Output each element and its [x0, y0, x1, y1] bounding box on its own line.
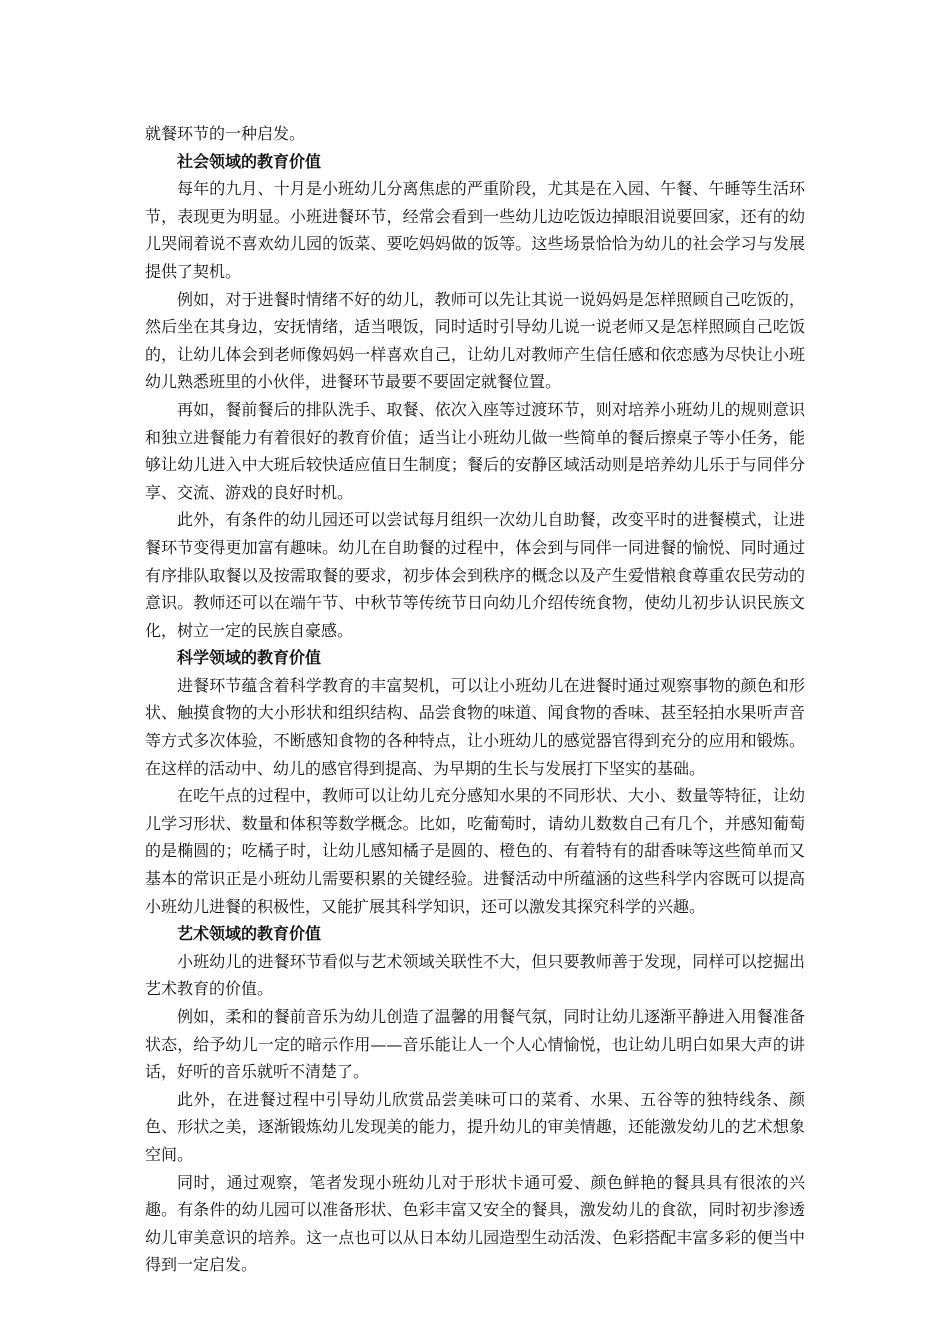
document-page	[145, 120, 805, 1279]
paragraph: 例如，柔和的餐前音乐为幼儿创造了温馨的用餐气氛，同时让幼儿逐渐平静进入用餐准备状态，给予幼儿一定的暗示作用——音乐能让人一个人心情愉悦，也让幼儿明白如果大声的讲话，好听的音乐就听不清楚了。	[145, 1007, 805, 1082]
paragraph: 小班幼儿的进餐环节看似与艺术领域关联性不大，但只要教师善于发现，同样可以挖掘出艺术教育的价值。	[145, 951, 805, 999]
paragraph: 进餐环节蕴含着科学教育的丰富契机，可以让小班幼儿在进餐时通过观察事物的颜色和形状、触摸食物的大小形状和组织结构、品尝食物的味道、闻食物的香味、甚至轻拍水果听声音等方式多次体验，不断感知食物的各种特点，让小班幼儿的感觉器官得到充分的应用和锻炼。在这样的活动中、幼儿的感官得到提高、为早期的生长与发展打下坚实的基础。	[145, 675, 805, 778]
paragraph: 同时，通过观察，笔者发现小班幼儿对于形状卡通可爱、颜色鲜艳的餐具具有很浓的兴趣。有条件的幼儿园可以准备形状、色彩丰富又安全的餐具，激发幼儿的食欲，同时初步渗透幼儿审美意识的培养。这一点也可以从日本幼儿园造型生动活泼、色彩搭配丰富多彩的便当中得到一定启发。	[145, 1172, 805, 1275]
paragraph: 再如，餐前餐后的排队洗手、取餐、依次入座等过渡环节，则对培养小班幼儿的规则意识和独立进餐能力有着很好的教育价值；适当让小班幼儿做一些简单的餐后擦桌子等小任务，能够让幼儿进入中大班后较快适应值日生制度；餐后的安静区域活动则是培养幼儿乐于与同伴分享、交流、游戏的良好时机。	[145, 399, 805, 502]
section-heading-social: 社会领域的教育价值	[177, 151, 322, 171]
section-heading-science: 科学领域的教育价值	[177, 648, 322, 668]
paragraph: 例如，对于进餐时情绪不好的幼儿，教师可以先让其说一说妈妈是怎样照顾自己吃饭的，然后坐在其身边，安抚情绪，适当喂饭，同时适时引导幼儿说一说老师又是怎样照顾自己吃饭的，让幼儿体会到老师像妈妈一样喜欢自己，让幼儿对教师产生信任感和依恋感为尽快让小班幼儿熟悉班里的小伙伴，进餐环节最要不要固定就餐位置。	[145, 289, 805, 392]
paragraph: 此外，有条件的幼儿园还可以尝试每月组织一次幼儿自助餐，改变平时的进餐模式，让进餐环节变得更加富有趣味。幼儿在自助餐的过程中，体会到与同伴一同进餐的愉悦、同时通过有序排队取餐以及按需取餐的要求，初步体会到秩序的概念以及产生爱惜粮食尊重农民劳动的意识。教师还可以在端午节、中秋节等传统节日向幼儿介绍传统食物，使幼儿初步认识民族文化，树立一定的民族自豪感。	[145, 510, 805, 640]
section-social	[145, 148, 805, 645]
paragraph: 在吃午点的过程中，教师可以让幼儿充分感知水果的不同形状、大小、数量等特征，让幼儿学习形状、数量和体积等数学概念。比如，吃葡萄时，请幼儿数数自己有几个，并感知葡萄的是椭圆的；吃橘子时，让幼儿感知橘子是圆的、橙色的、有着特有的甜香味等这些简单而又基本的常识正是小班幼儿需要积累的关键经验。进餐活动中所蕴涵的这些科学内容既可以提高小班幼儿进餐的积极性，又能扩展其科学知识，还可以激发其探究科学的兴趣。	[145, 786, 805, 916]
lead-paragraph: 就餐环节的一种启发。	[145, 124, 306, 143]
paragraph: 每年的九月、十月是小班幼儿分离焦虑的严重阶段，尤其是在入园、午餐、午睡等生活环节，表现更为明显。小班进餐环节，经常会看到一些幼儿边吃饭边掉眼泪说要回家，还有的幼儿哭闹着说不喜欢幼儿园的饭菜、要吃妈妈做的饭等。这些场景恰恰为幼儿的社会学习与发展提供了契机。	[145, 179, 805, 281]
section-heading-art: 艺术领域的教育价值	[177, 924, 322, 944]
paragraph: 此外，在进餐过程中引导幼儿欣赏品尝美味可口的菜肴、水果、五谷等的独特线条、颜色、形状之美，逐渐锻炼幼儿发现美的能力，提升幼儿的审美情趣，还能激发幼儿的艺术想象空间。	[145, 1089, 805, 1164]
section-science	[145, 644, 805, 920]
section-art	[145, 920, 805, 1279]
